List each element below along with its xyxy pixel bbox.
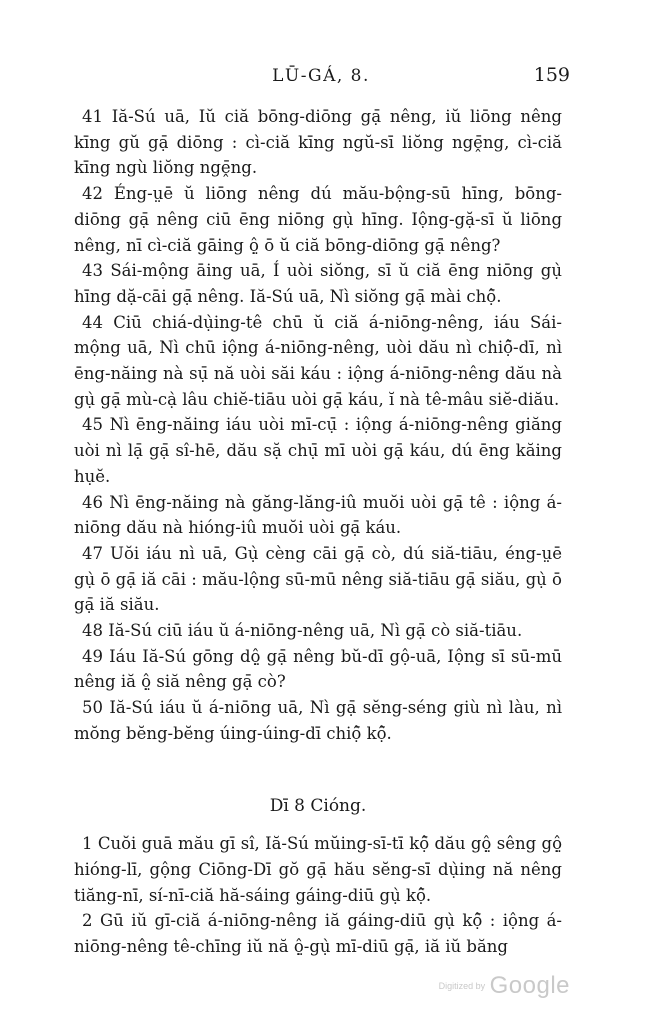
verse-44: 44 Ciū chiá-dụ̀ing-tê chū ŭ ciă á-niōng-nêng, iáu Sái-mộng uā, Nì chū iộng á-niōng-nêng, uòi dău nì chiộ̄-dī, nì ēng-năing nà sụ̄ nă uòi săi káu : iộng á-niōng-nêng dău nà gụ̀ gạ̄ mù-cạ̀ lâu chiĕ-tiāu uòi gạ̄ káu, ĭ nà tê-mâu siĕ-diău. — [74, 312, 562, 409]
page-body — [74, 104, 562, 960]
page-header — [72, 62, 570, 92]
digitized-watermark — [439, 972, 570, 1000]
verse-2: 2 Gū iŭ gī-ciă á-niōng-nêng iă gáing-diū gụ̀ kộ̄ : iộng á-niōng-nêng tê-chīng iŭ nă ộ̤-gụ̀ mī-diū gạ̄, iă iŭ băng — [74, 911, 562, 957]
verse-46: 46 Nì ēng-năing nà găng-lăng-iû muŏi uòi gạ̄ tê : iộng á-niōng dău nà hióng-iû muŏi uòi gạ̄ káu. — [74, 492, 562, 538]
page-number: 159 — [533, 64, 570, 86]
verse-45: 45 Nì ēng-năing iáu uòi mī-cụ̄ : iộng á-niōng-nêng giăng uòi nì lạ̄ gạ̄ sî-hē, dău sặ chụ̄ mī uòi gạ̄ káu, dú ēng kăing hụĕ. — [74, 415, 562, 486]
verse-41: 41 Iă-Sú uā, Iŭ ciă bōng-diōng gạ̄ nêng, iŭ liōng nêng kīng gŭ gạ̄ diōng : cì-ciă kīng ngŭ-sī liŏng ngḙ̄ng, cì-ciă kīng ngù liŏng ngḙ̄ng. — [74, 107, 562, 178]
digitized-by-text: Digitized by — [438, 981, 486, 991]
verse-42: 42 Éng-ṳē ŭ liōng nêng dú mău-bộng-sū hīng, bōng-diōng gạ̄ nêng ciū ēng niōng gụ̀ hīng. Iộng-gặ-sī ŭ liōng nêng, nī cì-ciă gāing ộ̤ ō ŭ ciă bōng-diōng gạ̄ nêng? — [74, 184, 562, 255]
running-head: LŪ-GÁ, 8. — [272, 66, 370, 86]
google-logo: Google — [489, 972, 570, 999]
verse-49: 49 Iáu Iă-Sú gōng dộ̤ gạ̄ nêng bŭ-dī gộ-uā, Iộng sī sū-mū nêng iă ộ̤ siă nêng gạ̄ cò? — [74, 646, 562, 692]
verse-50: 50 Iă-Sú iáu ŭ á-niōng uā, Nì gạ̄ sĕng-séng giù nì làu, nì mŏng bĕng-bĕng úing-úing-dī chiộ̄ kộ̄. — [74, 698, 562, 743]
verse-43: 43 Sái-mộng āing uā, Í uòi siŏng, sī ŭ ciă ēng niōng gụ̀ hīng dặ-cāi gạ̄ nêng. Iă-Sú uā, Nì siŏng gạ̄ mài chộ̄. — [74, 261, 562, 306]
verse-1: 1 Cuŏi guā mău gī sî, Iă-Sú mŭing-sī-tī kộ̄ dău gộ̤ sêng gộ̤ hióng-lī, gộng Ciōng-Dī gŏ gạ̄ hău sĕng-sī dụ̀ing nă nêng tiăng-nī, sí-nī-ciă hă-sáing gáing-diū gụ̀ kộ̄. — [74, 834, 562, 905]
chapter-heading: Dī 8 Cióng. — [269, 795, 367, 816]
verse-47: 47 Uŏi iáu nì uā, Gụ̀ cèng cāi gạ̄ cò, dú siă-tiāu, éng-ṳē gụ̀ ō gạ̄ iă cāi : mău-lộng sū-mū nêng siă-tiāu gạ̄ siău, gụ̀ ō gạ̄ iă siău. — [74, 543, 562, 615]
verse-48: 48 Iă-Sú ciū iáu ŭ á-niōng-nêng uā, Nì gạ̄ cò siă-tiāu. — [82, 621, 523, 641]
